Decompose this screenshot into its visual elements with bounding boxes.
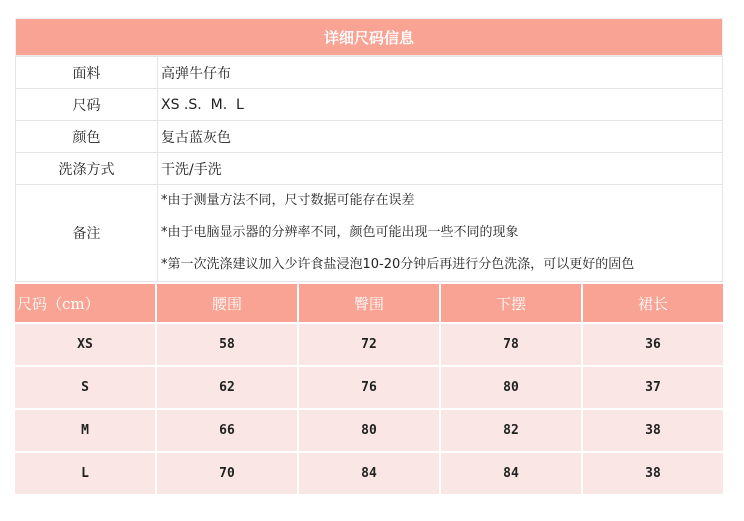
table-row: [15, 367, 723, 408]
hip-cell: 80: [299, 410, 439, 451]
size-header-row: [15, 284, 723, 322]
header-waist: 腰围: [157, 284, 297, 322]
length-cell: 37: [583, 367, 723, 408]
table-row: [15, 324, 723, 365]
note-line: *由于测量方法不同，尺寸数据可能存在误差: [161, 193, 415, 208]
notes-row: [16, 185, 723, 282]
length-cell: 38: [583, 453, 723, 494]
hem-cell: 78: [441, 324, 581, 365]
info-label: 洗涤方式: [16, 153, 158, 185]
info-row: [16, 57, 723, 89]
size-info-panel: [15, 18, 723, 496]
size-cell: XS: [15, 324, 155, 365]
info-value: 干洗/手洗: [158, 153, 723, 185]
table-row: [15, 410, 723, 451]
note-line: *由于电脑显示器的分辨率不同，颜色可能出现一些不同的现象: [161, 225, 519, 240]
info-label: 颜色: [16, 121, 158, 153]
hem-cell: 80: [441, 367, 581, 408]
size-cell: L: [15, 453, 155, 494]
notes-cell: [158, 185, 723, 282]
size-chart-table: [13, 282, 725, 496]
note-line: *第一次洗涤建议加入少许食盐浸泡10-20分钟后再进行分色洗涤，可以更好的固色: [161, 257, 635, 272]
waist-cell: 62: [157, 367, 297, 408]
info-value: XS .S. M. L: [158, 89, 723, 121]
panel-title: 详细尺码信息: [15, 18, 723, 56]
header-hip: 臀围: [299, 284, 439, 322]
info-value: 高弹牛仔布: [158, 57, 723, 89]
hip-cell: 72: [299, 324, 439, 365]
info-row: [16, 121, 723, 153]
notes-label: 备注: [16, 185, 158, 282]
length-cell: 38: [583, 410, 723, 451]
hem-cell: 82: [441, 410, 581, 451]
waist-cell: 70: [157, 453, 297, 494]
header-length: 裙长: [583, 284, 723, 322]
size-cell: M: [15, 410, 155, 451]
product-info-table: [15, 56, 723, 282]
table-row: [15, 453, 723, 494]
hip-cell: 76: [299, 367, 439, 408]
info-row: [16, 153, 723, 185]
header-hem: 下摆: [441, 284, 581, 322]
hem-cell: 84: [441, 453, 581, 494]
info-label: 面料: [16, 57, 158, 89]
length-cell: 36: [583, 324, 723, 365]
info-row: [16, 89, 723, 121]
info-label: 尺码: [16, 89, 158, 121]
hip-cell: 84: [299, 453, 439, 494]
waist-cell: 58: [157, 324, 297, 365]
size-cell: S: [15, 367, 155, 408]
header-size: 尺码（cm）: [15, 284, 155, 322]
info-value: 复古蓝灰色: [158, 121, 723, 153]
waist-cell: 66: [157, 410, 297, 451]
